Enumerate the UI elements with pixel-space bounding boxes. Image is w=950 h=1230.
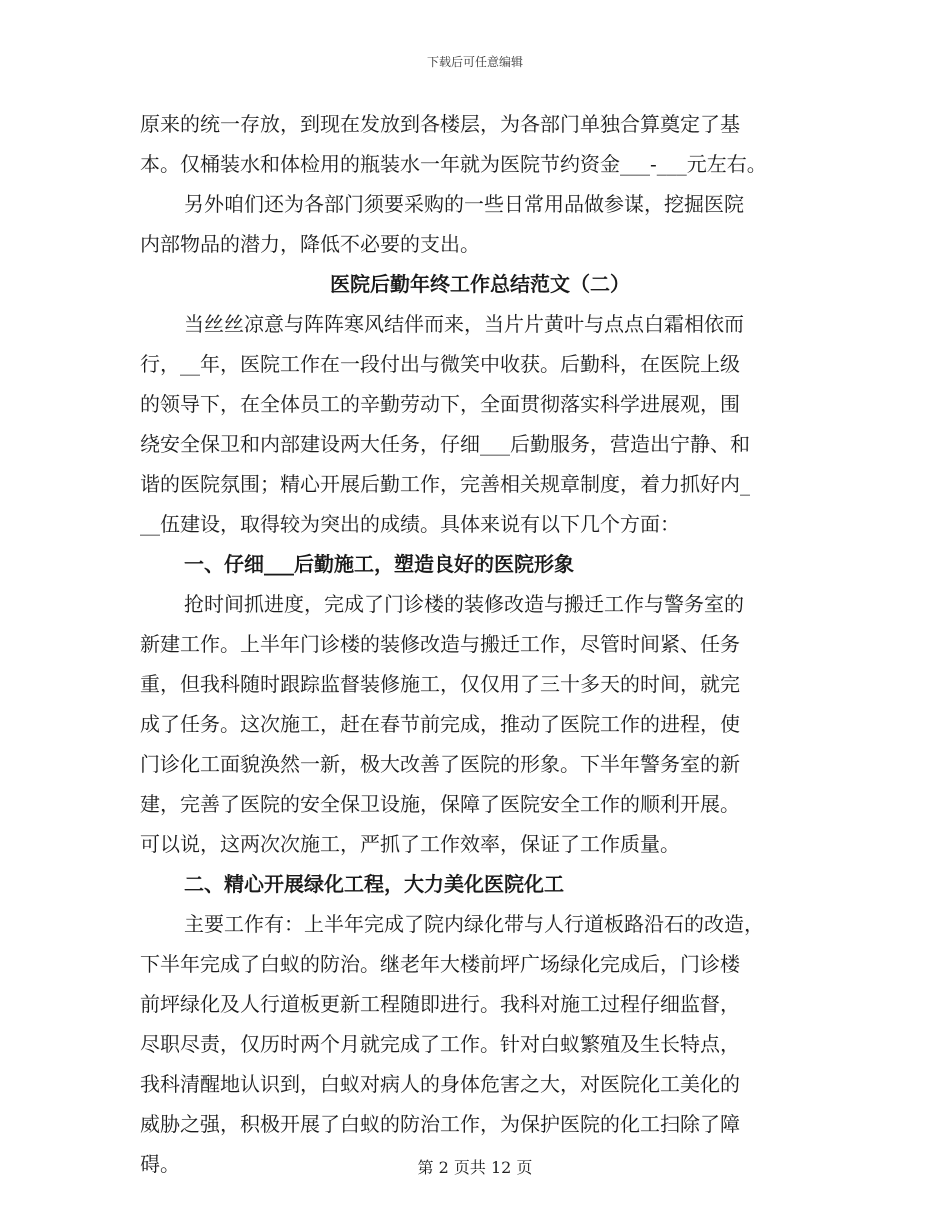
body-line: 建，完善了医院的安全保卫设施，保障了医院安全工作的顺利开展。 xyxy=(140,792,740,816)
body-line: 尽职尽责，仅历时两个月就完成了工作。针对白蚁繁殖及生长特点， xyxy=(140,1032,740,1056)
body-line: 另外咱们还为各部门须要采购的一些日常用品做参谋，挖掘医院 xyxy=(184,192,744,216)
subheading: 一、仔细___后勤施工，塑造良好的医院形象 xyxy=(184,552,574,576)
section-title: 医院后勤年终工作总结范文（二） xyxy=(330,272,630,296)
body-line: 成了任务。这次施工，赶在春节前完成，推动了医院工作的进程，使 xyxy=(140,712,740,736)
body-line: 绕安全保卫和内部建设两大任务，仔细___后勤服务，营造出宁静、和 xyxy=(140,432,750,456)
body-line: 的领导下，在全体员工的辛勤劳动下，全面贯彻落实科学进展观，围 xyxy=(140,392,740,416)
body-line: 内部物品的潜力，降低不必要的支出。 xyxy=(140,232,480,256)
body-line: 重，但我科随时跟踪监督装修施工，仅仅用了三十多天的时间，就完 xyxy=(140,672,740,696)
body-line: 我科清醒地认识到，白蚁对病人的身体危害之大，对医院化工美化的 xyxy=(140,1072,740,1096)
body-line: 威胁之强，积极开展了白蚁的防治工作，为保护医院的化工扫除了障 xyxy=(140,1112,740,1136)
document-body xyxy=(140,104,820,1184)
body-line: 原来的统一存放，到现在发放到各楼层，为各部门单独合算奠定了基 xyxy=(140,112,740,136)
body-line: 当丝丝凉意与阵阵寒风结伴而来，当片片黄叶与点点白霜相依而 xyxy=(184,312,744,336)
body-line: 可以说，这两次次施工，严抓了工作效率，保证了工作质量。 xyxy=(140,832,680,856)
body-line: 主要工作有：上半年完成了院内绿化带与人行道板路沿石的改造， xyxy=(184,912,764,936)
page-footer: 第 2 页共 12 页 xyxy=(417,1158,533,1177)
body-line: 下半年完成了白蚁的防治。继老年大楼前坪广场绿化完成后，门诊楼 xyxy=(140,952,740,976)
body-line: 谐的医院氛围；精心开展后勤工作，完善相关规章制度，着力抓好内_ xyxy=(140,472,750,496)
body-line: 门诊化工面貌涣然一新，极大改善了医院的形象。下半年警务室的新 xyxy=(140,752,740,776)
body-line: 新建工作。上半年门诊楼的装修改造与搬迁工作，尽管时间紧、任务 xyxy=(140,632,740,656)
body-line: 碍。 xyxy=(140,1152,180,1176)
body-line: 抢时间抓进度，完成了门诊楼的装修改造与搬迁工作与警务室的 xyxy=(184,592,744,616)
body-line: __伍建设，取得较为突出的成绩。具体来说有以下几个方面： xyxy=(140,512,680,536)
body-line: 本。仅桶装水和体检用的瓶装水一年就为医院节约资金___-___元左右。 xyxy=(140,152,767,176)
body-line: 行，__年，医院工作在一段付出与微笑中收获。后勤科，在医院上级 xyxy=(140,352,740,376)
page-header: 下载后可任意编辑 xyxy=(426,55,523,69)
subheading: 二、精心开展绿化工程，大力美化医院化工 xyxy=(184,872,564,896)
body-line: 前坪绿化及人行道板更新工程随即进行。我科对施工过程仔细监督， xyxy=(140,992,740,1016)
